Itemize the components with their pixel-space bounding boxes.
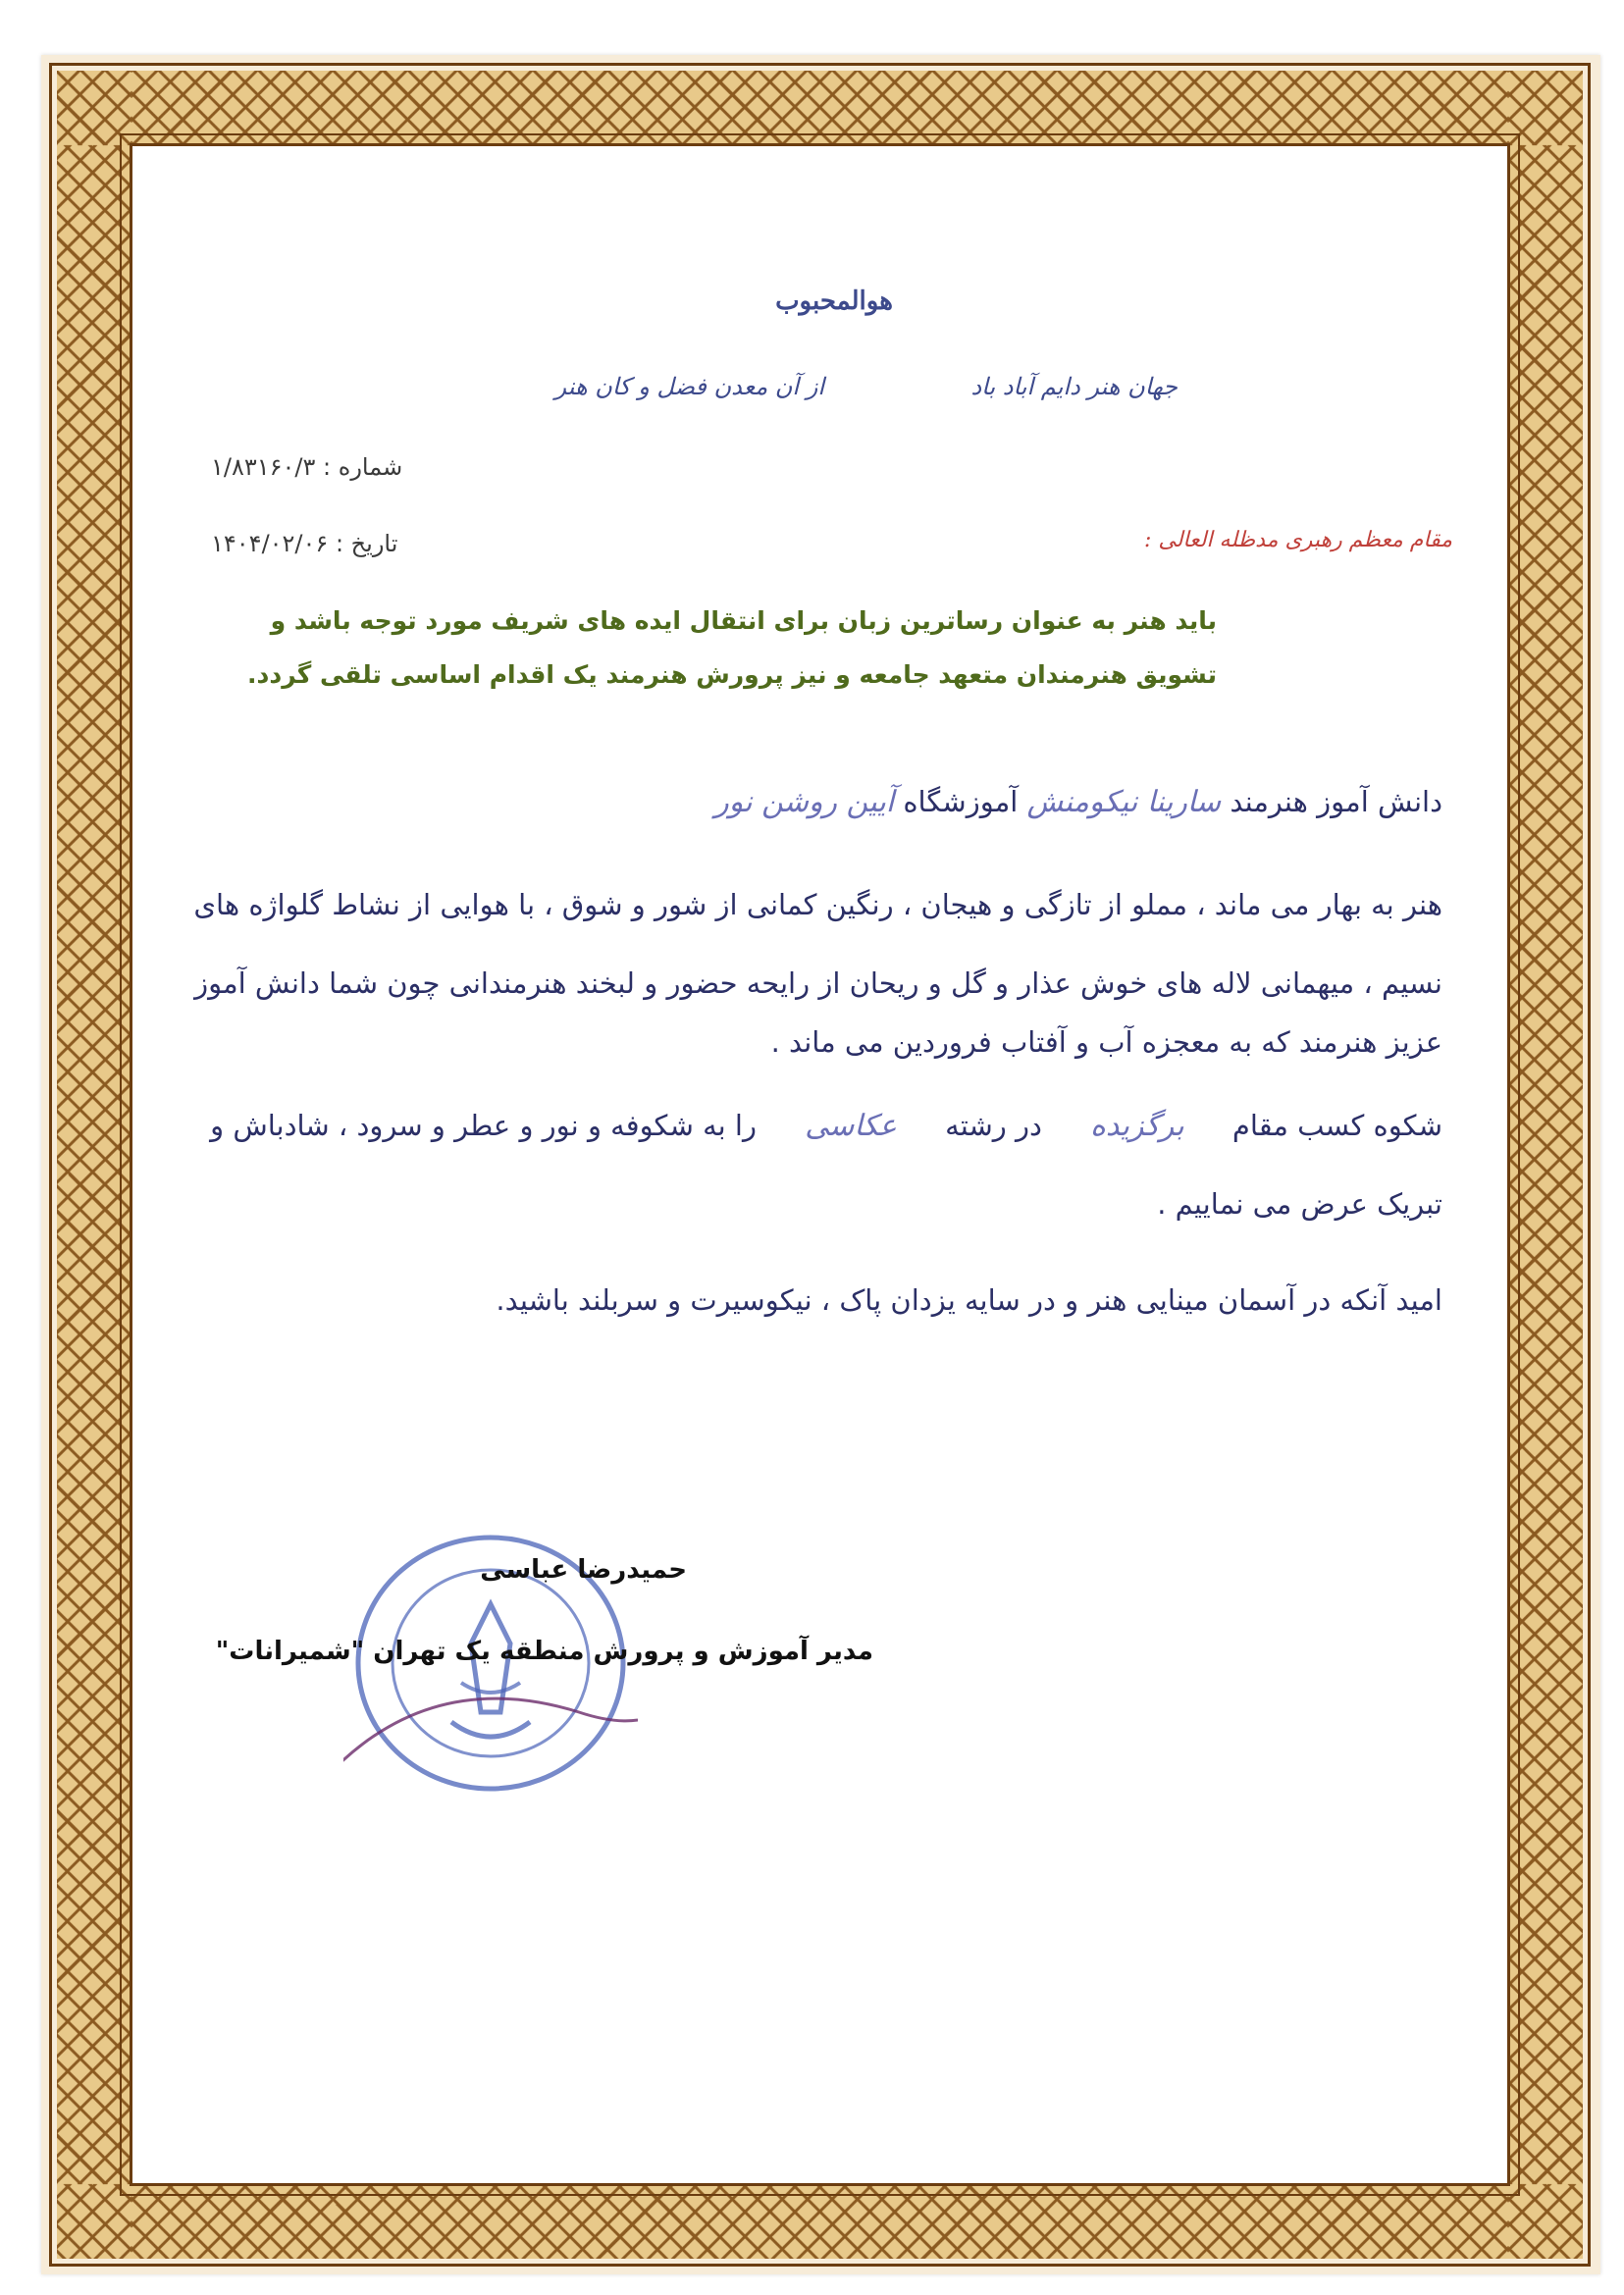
student-name-handwritten: سارینا نیکومنش	[1026, 785, 1222, 819]
achievement-part-2: در رشته	[945, 1109, 1042, 1142]
school-label: آموزشگاه	[903, 785, 1019, 818]
rank-handwritten: برگزیده	[1090, 1109, 1184, 1143]
letter-date	[211, 530, 397, 557]
student-prefix: دانش آموز هنرمند	[1230, 785, 1442, 818]
quote-attribution: مقام معظم رهبری مدظله العالی :	[1143, 528, 1452, 552]
body-line-2: نسیم ، میهمانی لاله های خوش عذار و گل و ریحان از رایحه حضور و لبخند هنرمندانی چون شما دانش آموز	[194, 966, 1442, 1000]
verse-right: جهان هنر دایم آباد باد	[970, 373, 1178, 400]
closing-wish: امید آنکه در آسمان مینایی هنر و در سایه یزدان پاک ، نیکوسیرت و سربلند باشید.	[496, 1283, 1442, 1317]
date-value: ۱۴۰۴/۰۲/۰۶	[211, 530, 329, 557]
student-line	[714, 785, 1442, 819]
school-name-handwritten: آیین روشن نور	[714, 785, 895, 819]
date-label: تاریخ :	[335, 530, 398, 557]
number-label: شماره :	[323, 453, 403, 481]
achievement-part-1: شکوه کسب مقام	[1231, 1109, 1442, 1142]
quote-line-1: باید هنر به عنوان رساترین زبان برای انتقال ایده های شریف مورد توجه باشد و	[270, 606, 1217, 635]
letter-number	[211, 453, 402, 481]
certificate-body	[132, 146, 1507, 2183]
verse-left: از آن معدن فضل و کان هنر	[554, 373, 824, 400]
invocation-heading: هوالمحبوب	[775, 287, 893, 316]
signatory-name: حمیدرضا عباسی	[480, 1555, 687, 1585]
number-value: ۱/۸۳۱۶۰/۳	[211, 453, 316, 481]
achievement-line	[210, 1109, 1442, 1143]
congrats-line: تبریک عرض می نماییم .	[1157, 1187, 1442, 1221]
quote-line-2: تشویق هنرمندان متعهد جامعه و نیز پرورش هنرمند یک اقدام اساسی تلقی گردد.	[247, 660, 1217, 689]
field-handwritten: عکاسی	[805, 1109, 897, 1143]
achievement-part-3: را به شکوفه و نور و عطر و سرود ، شادباش و	[210, 1109, 757, 1142]
body-line-3: عزیز هنرمند که به معجزه آب و آفتاب فروردین می ماند .	[770, 1025, 1442, 1059]
signatory-title: مدیر آموزش و پرورش منطقه یک تهران "شمیرانات"	[215, 1637, 873, 1666]
body-line-1: هنر به بهار می ماند ، مملو از تازگی و هیجان ، رنگین کمانی از شور و شوق ، با هوایی از نشاط گلواژه های	[193, 888, 1442, 921]
